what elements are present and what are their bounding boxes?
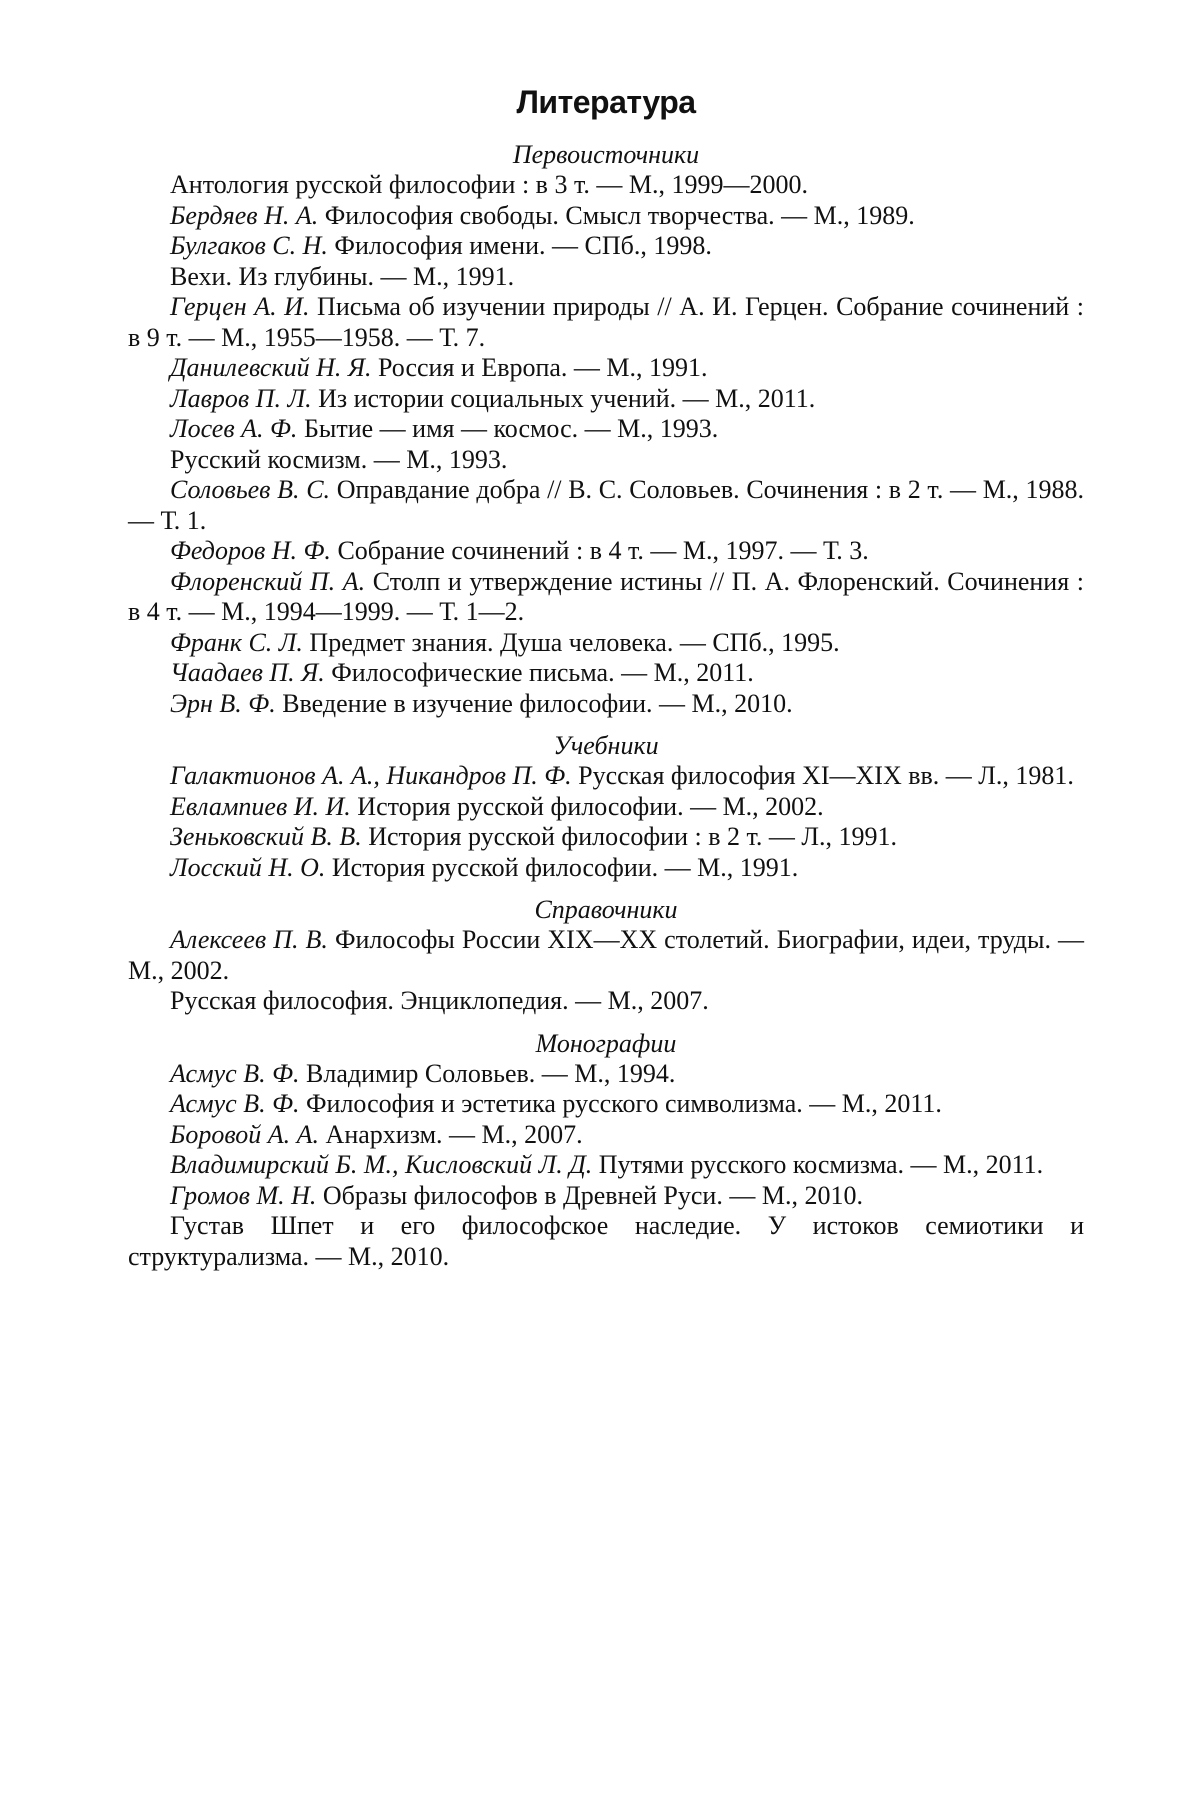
entry-author: Громов М. Н. — [170, 1180, 317, 1210]
section-heading: Первоисточники — [512, 140, 700, 169]
bibliography-entry — [128, 475, 1084, 536]
entry-text: Философия свободы. Смысл творчества. — М., 1989. — [318, 200, 915, 230]
entry-author: Алексеев П. В. — [170, 925, 328, 954]
section-heading: Монографии — [535, 1028, 677, 1058]
entry-text: Анархизм. — М., 2007. — [319, 1119, 583, 1149]
entry-author: Зеньковский В. В. — [170, 822, 362, 851]
bibliography-entry — [128, 1120, 1084, 1151]
bibliography-entry — [128, 201, 1084, 232]
entry-text: Образы философов в Древней Руси. — М., 2010. — [316, 1180, 863, 1210]
bibliography-entry — [128, 384, 1084, 415]
bibliography-entry — [128, 445, 1084, 476]
section-heading: Учебники — [553, 731, 659, 760]
entry-text: Русский космизм. — М., 1993. — [170, 444, 508, 474]
entry-text: Русская философия. Энциклопедия. — М., 2007. — [170, 986, 709, 1015]
bibliography-entry — [128, 986, 1084, 1017]
entry-author: Лосев А. Ф. — [170, 414, 298, 443]
section-reference-books — [128, 895, 1084, 1017]
entry-author: Асмус В. Ф. — [170, 1058, 300, 1088]
bibliography-page — [128, 80, 1084, 1272]
bibliography-entry — [128, 231, 1084, 262]
bibliography-entry — [128, 1181, 1084, 1212]
entry-text: Оправдание добра // В. С. Соловьев. Сочинения : в 2 т. — М., 1988. — Т. 1. — [128, 475, 1084, 535]
entry-text: Философия имени. — СПб., 1998. — [327, 231, 712, 260]
entry-text: Густав Шпет и его философское наследие. У истоков семиотики и структурализма. — М., 2010. — [128, 1211, 1084, 1271]
entry-text: История русской философии. — М., 2002. — [350, 791, 824, 821]
entry-text: Владимир Соловьев. — М., 1994. — [299, 1058, 676, 1088]
bibliography-entry — [128, 658, 1084, 689]
bibliography-entry — [128, 292, 1084, 353]
entry-author: Герцен А. И. — [170, 292, 310, 321]
entry-text: Философия и эстетика русского символизма. — М., 2011. — [299, 1089, 942, 1118]
entry-author: Флоренский П. А. — [170, 566, 366, 596]
bibliography-entry — [128, 761, 1084, 792]
entry-text: Россия и Европа. — М., 1991. — [371, 353, 708, 382]
section-heading: Справочники — [534, 895, 678, 924]
bibliography-entry — [128, 1150, 1084, 1181]
entry-author: Боровой А. А. — [170, 1119, 320, 1149]
page-title: Литература — [516, 84, 696, 120]
bibliography-entry — [128, 792, 1084, 823]
entry-text: Философические письма. — М., 2011. — [324, 658, 754, 687]
bibliography-entry — [128, 853, 1084, 884]
bibliography-entry — [128, 262, 1084, 293]
bibliography-entry — [128, 170, 1084, 201]
entry-author: Лавров П. Л. — [170, 383, 312, 413]
section-textbooks — [128, 731, 1084, 883]
entry-author: Франк С. Л. — [170, 627, 303, 657]
entry-text: Путями русского космизма. — М., 2011. — [592, 1150, 1044, 1179]
bibliography-entry — [128, 822, 1084, 853]
entry-author: Евлампиев И. И. — [170, 791, 351, 821]
entry-text: Собрание сочинений : в 4 т. — М., 1997. — Т. 3. — [330, 536, 869, 565]
entry-text: Антология русской философии : в 3 т. — М., 1999—2000. — [170, 170, 808, 199]
entry-author: Данилевский Н. Я. — [170, 353, 372, 382]
entry-text: Вехи. Из глубины. — М., 1991. — [170, 261, 515, 291]
entry-author: Федоров Н. Ф. — [170, 536, 331, 565]
bibliography-entry — [128, 1059, 1084, 1090]
entry-author: Эрн В. Ф. — [170, 688, 276, 718]
entry-text: Предмет знания. Душа человека. — СПб., 1995. — [302, 627, 840, 657]
entry-text: История русской философии. — М., 1991. — [325, 852, 799, 882]
entry-text: Письма об изучении природы // А. И. Герцен. Собрание сочинений : в 9 т. — М., 1955—1958. — Т. 7. — [128, 292, 1084, 352]
section-primary-sources — [128, 140, 1084, 719]
entry-text: Русская философия XI—XIX вв. — Л., 1981. — [571, 761, 1074, 790]
bibliography-entry — [128, 1089, 1084, 1120]
entry-text: Из истории социальных учений. — М., 2011. — [311, 383, 816, 413]
bibliography-entry — [128, 1211, 1084, 1272]
bibliography-entry — [128, 567, 1084, 628]
bibliography-entry — [128, 925, 1084, 986]
entry-author: Лосский Н. О. — [170, 852, 326, 882]
entry-text: Введение в изучение философии. — М., 2010. — [275, 688, 793, 718]
bibliography-entry — [128, 414, 1084, 445]
entry-author: Соловьев В. С. — [170, 475, 331, 504]
entry-author: Бердяев Н. А. — [170, 200, 319, 230]
entry-text: Бытие — имя — космос. — М., 1993. — [297, 414, 719, 443]
bibliography-entry — [128, 689, 1084, 720]
entry-text: Философы России XIX—XX столетий. Биографии, идеи, труды. — М., 2002. — [128, 925, 1084, 985]
entry-text: Столп и утверждение истины // П. А. Флоренский. Сочинения : в 4 т. — М., 1994—1999. — Т. 1—2. — [128, 566, 1084, 626]
entry-author: Булгаков С. Н. — [170, 231, 328, 260]
entry-text: История русской философии : в 2 т. — Л., 1991. — [361, 822, 898, 851]
bibliography-entry — [128, 628, 1084, 659]
entry-author: Чаадаев П. Я. — [170, 658, 325, 687]
bibliography-entry — [128, 353, 1084, 384]
bibliography-entry — [128, 536, 1084, 567]
entry-author: Асмус В. Ф. — [170, 1089, 300, 1118]
entry-author: Владимирский Б. М., Кисловский Л. Д. — [170, 1150, 593, 1179]
section-monographs — [128, 1029, 1084, 1273]
entry-author: Галактионов А. А., Никандров П. Ф. — [170, 761, 572, 790]
